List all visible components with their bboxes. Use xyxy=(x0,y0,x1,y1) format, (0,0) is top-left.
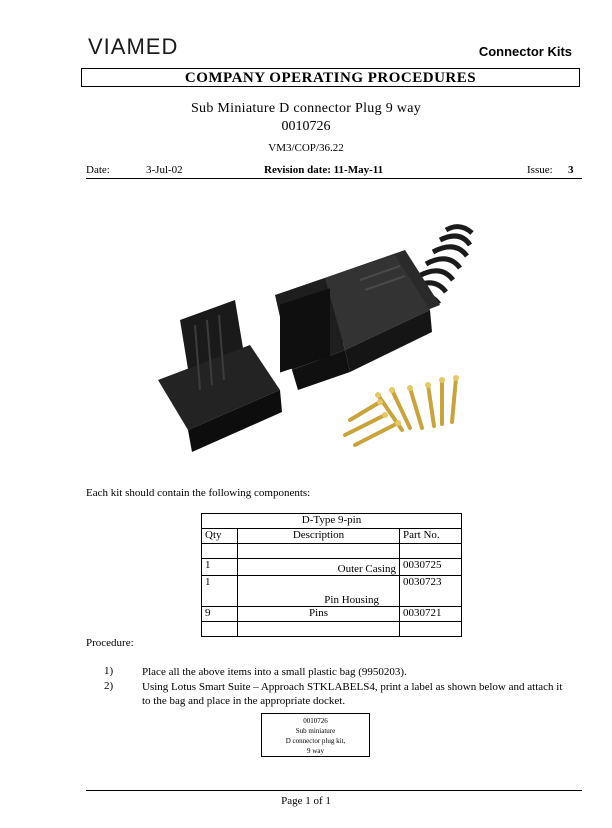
table-row xyxy=(202,544,462,559)
step-number: 2) xyxy=(104,680,114,692)
part-cell: 0030723 xyxy=(400,576,462,607)
table-row xyxy=(202,607,462,622)
document-number: 0010726 xyxy=(281,119,331,134)
label-line: D connector plug kit, xyxy=(285,737,346,745)
table-row xyxy=(202,622,462,637)
description-cell: Pins xyxy=(238,607,400,622)
label-line: 0010726 xyxy=(303,717,328,725)
revision-date: Revision date: 11-May-11 xyxy=(264,164,384,176)
connector-kit-photo xyxy=(140,190,520,472)
header-rule xyxy=(86,178,582,179)
qty-cell: 9 xyxy=(202,607,238,622)
issue-label: Issue: xyxy=(527,164,553,176)
page-number: Page 1 of 1 xyxy=(281,795,331,807)
table-row xyxy=(202,559,462,576)
step-text: Place all the above items into a small plastic bag (9950203). xyxy=(142,666,407,678)
date-value: 3-Jul-02 xyxy=(146,164,183,176)
header-description: Description xyxy=(238,529,400,544)
description-cell xyxy=(238,622,400,637)
description-cell: Pin Housing xyxy=(238,576,400,607)
part-cell: 0030721 xyxy=(400,607,462,622)
table-row xyxy=(202,576,462,607)
components-table xyxy=(201,513,462,637)
components-intro: Each kit should contain the following components: xyxy=(86,487,311,499)
procedures-banner: COMPANY OPERATING PROCEDURES xyxy=(81,68,580,87)
qty-cell xyxy=(202,622,238,637)
footer-rule xyxy=(86,790,582,791)
qty-cell xyxy=(202,544,238,559)
date-label: Date: xyxy=(86,164,110,176)
qty-cell: 1 xyxy=(202,559,238,576)
header-part: Part No. xyxy=(400,529,462,544)
part-cell xyxy=(400,622,462,637)
part-cell: 0030725 xyxy=(400,559,462,576)
document-title: Sub Miniature D connector Plug 9 way xyxy=(190,101,422,116)
bag-label-sample xyxy=(261,713,370,757)
section-title: Connector Kits xyxy=(478,44,572,59)
header-qty: Qty xyxy=(202,529,238,544)
step-text: Using Lotus Smart Suite – Approach STKLABELS4, print a label as shown below and attach it to the bag and place in the appropriate docket. xyxy=(142,681,563,707)
step-number: 1) xyxy=(104,665,114,677)
procedure-heading: Procedure: xyxy=(86,637,134,649)
description-cell: Outer Casing xyxy=(238,559,400,576)
label-line: 9 way xyxy=(307,747,324,755)
label-line: Sub miniature xyxy=(295,727,336,735)
qty-cell: 1 xyxy=(202,576,238,607)
issue-value: 3 xyxy=(568,164,574,176)
part-cell xyxy=(400,544,462,559)
description-cell xyxy=(238,544,400,559)
table-caption: D-Type 9-pin xyxy=(202,514,462,529)
document-reference: VM3/COP/36.22 xyxy=(268,142,344,154)
company-logo: VIAMED xyxy=(88,34,179,59)
